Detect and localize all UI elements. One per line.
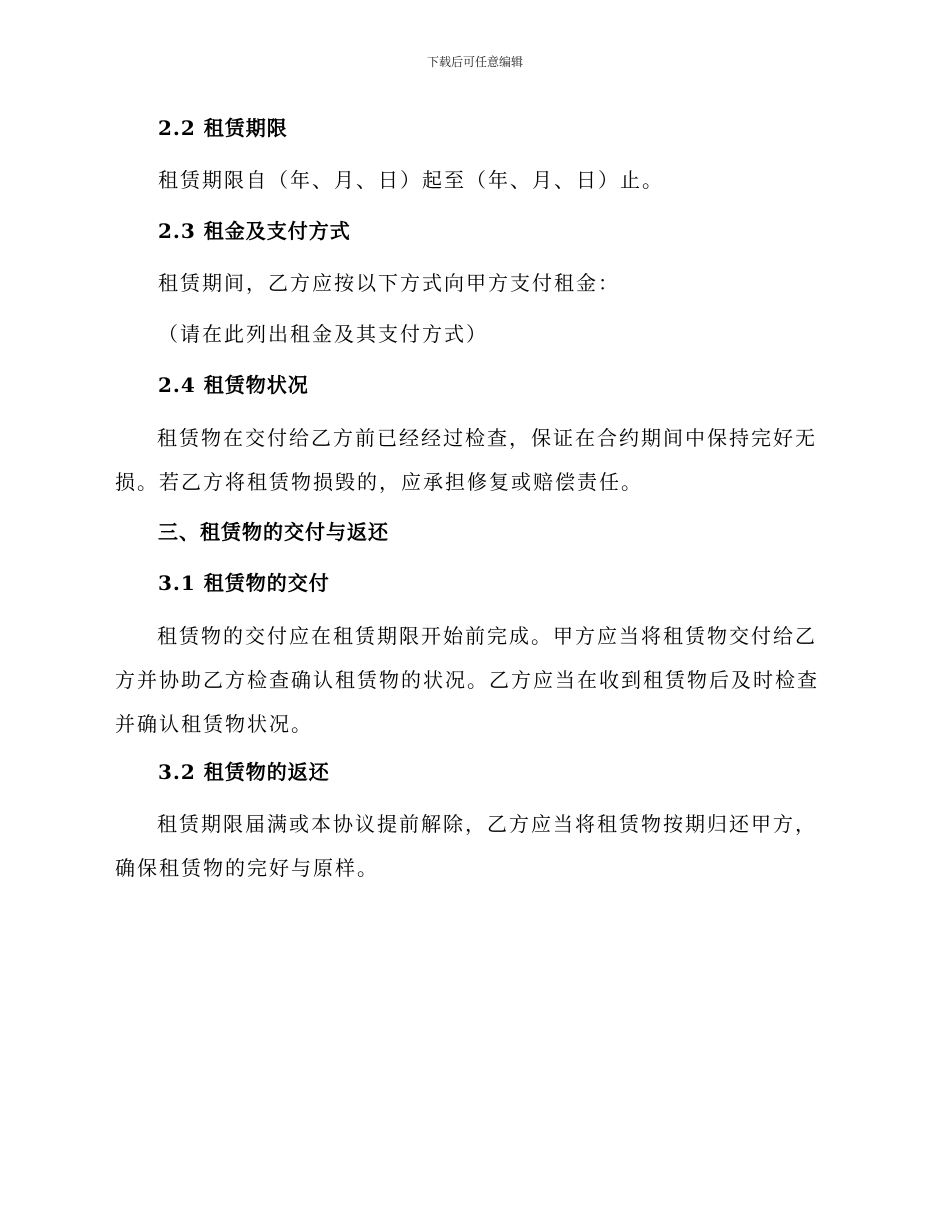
section-paragraph-2-2: 租赁期限自（年、月、日）起至（年、月、日）止。 bbox=[158, 168, 664, 192]
section-paragraph-3-1: 租赁物的交付应在租赁期限开始前完成。甲方应当将租赁物交付给乙方并协助乙方检查确认租赁物的状况。乙方应当在收到租赁物后及时检查并确认租赁物状况。 bbox=[115, 624, 819, 736]
chapter-heading-3: 三、租赁物的交付与返还 bbox=[158, 520, 389, 544]
section-heading-3-1: 3.1 租赁物的交付 bbox=[158, 571, 330, 595]
section-paragraph-2-3: 租赁期间，乙方应按以下方式向甲方支付租金： bbox=[158, 271, 620, 295]
section-paragraph-2-4: 租赁物在交付给乙方前已经经过检查，保证在合约期间中保持完好无损。若乙方将租赁物损毁的，应承担修复或赔偿责任。 bbox=[115, 426, 817, 494]
section-heading-2-4: 2.4 租赁物状况 bbox=[158, 373, 309, 397]
section-heading-2-2: 2.2 租赁期限 bbox=[158, 116, 288, 140]
page-header: 下载后可任意编辑 bbox=[426, 55, 523, 69]
section-heading-3-2: 3.2 租赁物的返还 bbox=[158, 760, 330, 784]
section-paragraph-3-2: 租赁期限届满或本协议提前解除，乙方应当将租赁物按期归还甲方，确保租赁物的完好与原样。 bbox=[115, 812, 817, 880]
section-heading-2-3: 2.3 租金及支付方式 bbox=[158, 219, 351, 243]
section-note-2-3: （请在此列出租金及其支付方式） bbox=[158, 322, 488, 346]
